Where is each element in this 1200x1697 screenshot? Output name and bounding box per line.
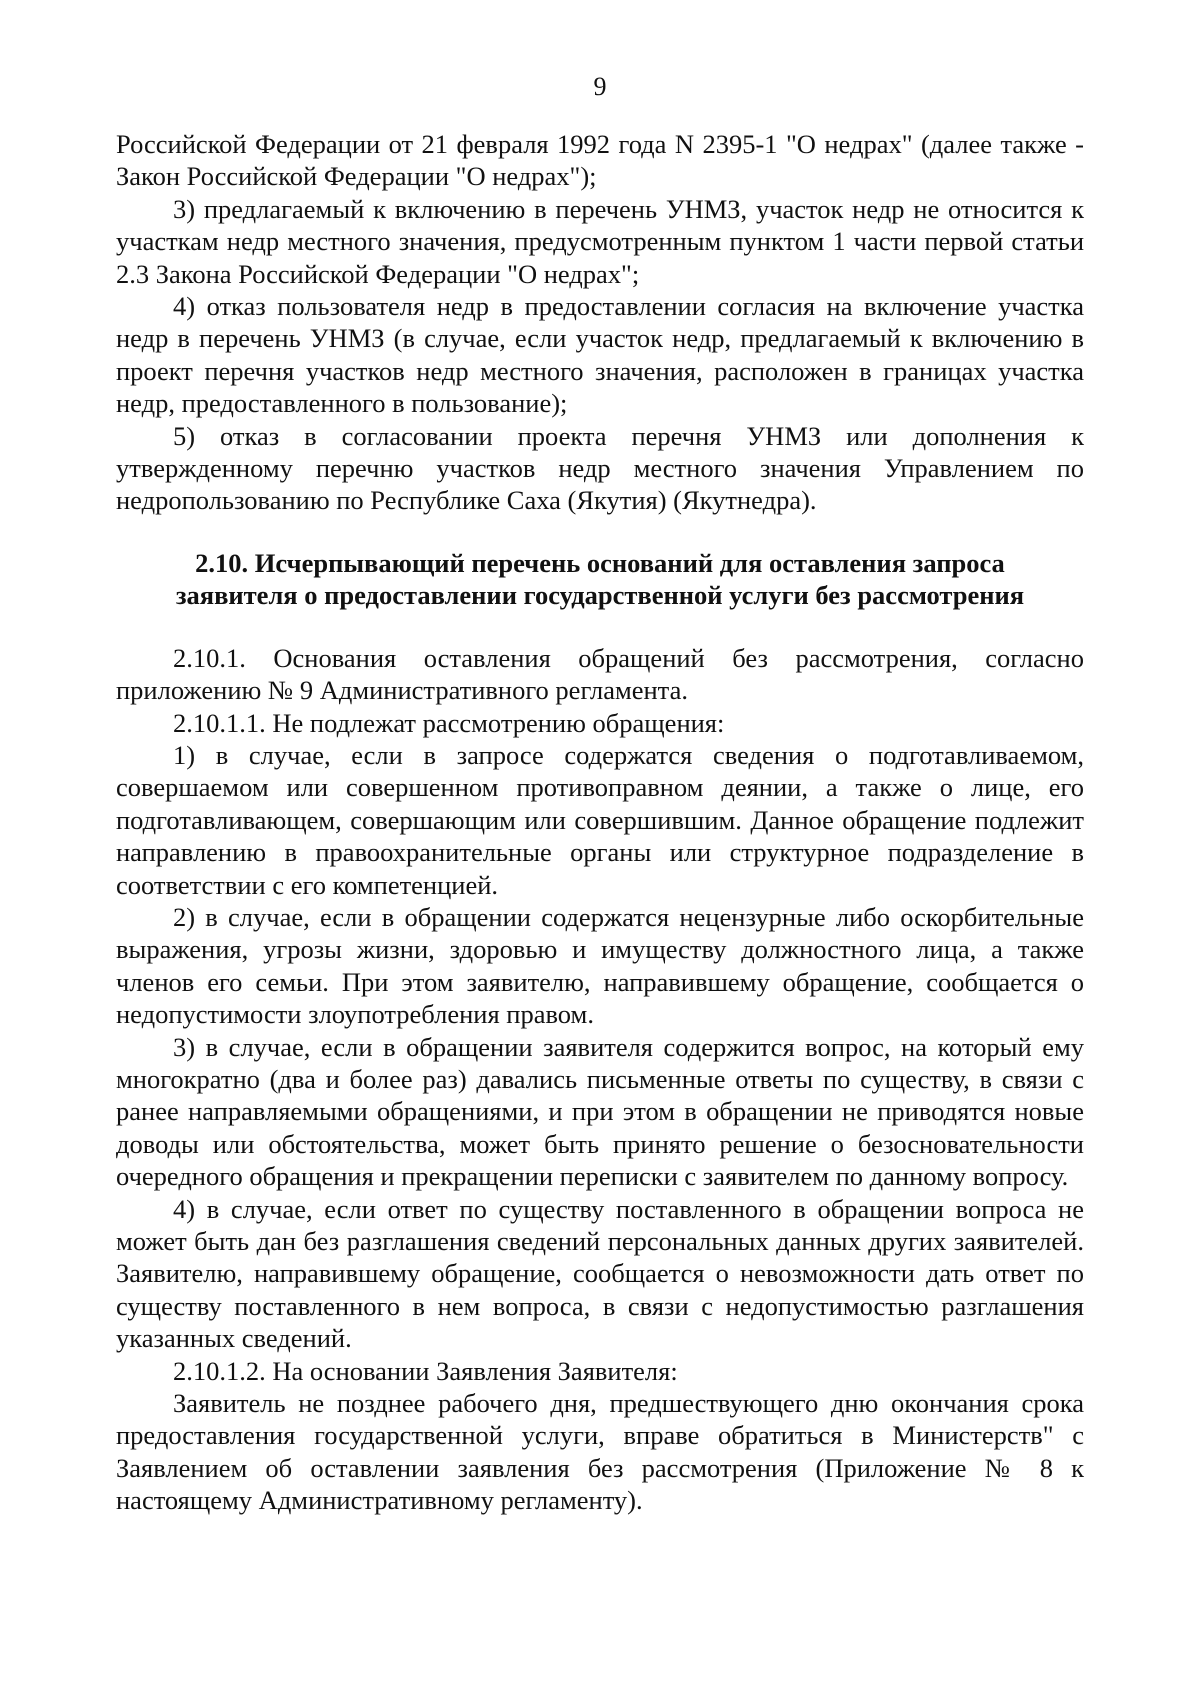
paragraph-item-4: 4) отказ пользователя недр в предоставлении согласия на включение участка недр в перечень УНМЗ (в случае, если участок недр, предлагаемый к включению в проект перечня участков недр местного значения, расположен в границах участка недр, предоставленного в пользование); xyxy=(116,291,1084,419)
paragraph-continuation: Российской Федерации от 21 февраля 1992 года N 2395-1 "О недрах" (далее также - Закон Российской Федерации "О недрах"); xyxy=(116,129,1084,192)
paragraph-item-3: 3) предлагаемый к включению в перечень УНМЗ, участок недр не относится к участкам недр местного значения, предусмотренным пунктом 1 части первой статьи 2.3 Закона Российской Федерации "О недрах"; xyxy=(116,193,1084,289)
paragraph-2-10-1: 2.10.1. Основания оставления обращений без рассмотрения, согласно приложению № 9 Административного регламента. xyxy=(116,642,1084,706)
section-heading-2-10 xyxy=(116,547,1084,612)
paragraph-item-5: 5) отказ в согласовании проекта перечня УНМЗ или дополнения к утвержденному перечню участков недр местного значения Управлением по недропользованию по Республике Саха (Якутия) (Якутнедра). xyxy=(116,420,1084,516)
paragraph-case-3: 3) в случае, если в обращении заявителя содержится вопрос, на который ему многократно (два и более раз) давались письменные ответы по существу, в связи с ранее направляемыми обращениями, и при этом в обращении не приводятся новые доводы или обстоятельства, может быть принято решение о безосновательности очередного обращения и прекращении переписки с заявителем по данному вопросу. xyxy=(116,1031,1084,1192)
paragraph-case-4: 4) в случае, если ответ по существу поставленного в обращении вопроса не может быть дан без разглашения сведений персональных данных других заявителей. Заявителю, направившему обращение, сообщается о невозможности дать ответ по существу поставленного в нем вопроса, в связи с недопустимостью разглашения указанных сведений. xyxy=(116,1193,1084,1354)
paragraph-case-2: 2) в случае, если в обращении содержатся нецензурные либо оскорбительные выражения, угрозы жизни, здоровью и имуществу должностного лица, а также членов его семьи. При этом заявителю, направившему обращение, сообщается о недопустимости злоупотребления правом. xyxy=(116,901,1084,1030)
section-heading-line-2: заявителя о предоставлении государственной услуги без рассмотрения xyxy=(175,580,1025,611)
document-body xyxy=(116,128,1084,1517)
paragraph-2-10-1-1: 2.10.1.1. Не подлежат рассмотрению обращения: xyxy=(173,707,725,738)
page-number: 9 xyxy=(593,72,607,101)
section-heading-line-1: 2.10. Исчерпывающий перечень оснований для оставления запроса xyxy=(195,547,1005,578)
paragraph-applicant-request: Заявитель не позднее рабочего дня, предшествующего дню окончания срока предоставления государственной услуги, вправе обратиться в Министерств" с Заявлением об оставлении заявления без рассмотрения (Приложение № 8 к настоящему Административному регламенту). xyxy=(116,1388,1084,1516)
paragraph-case-1: 1) в случае, если в запросе содержатся сведения о подготавливаемом, совершаемом или совершенном противоправном деянии, а также о лице, его подготавливающем, совершающим или совершившим. Данное обращение подлежит направлению в правоохранительные органы или структурное подразделение в соответствии с его компетенцией. xyxy=(116,739,1084,900)
paragraph-2-10-1-2: 2.10.1.2. На основании Заявления Заявителя: xyxy=(173,1355,678,1386)
